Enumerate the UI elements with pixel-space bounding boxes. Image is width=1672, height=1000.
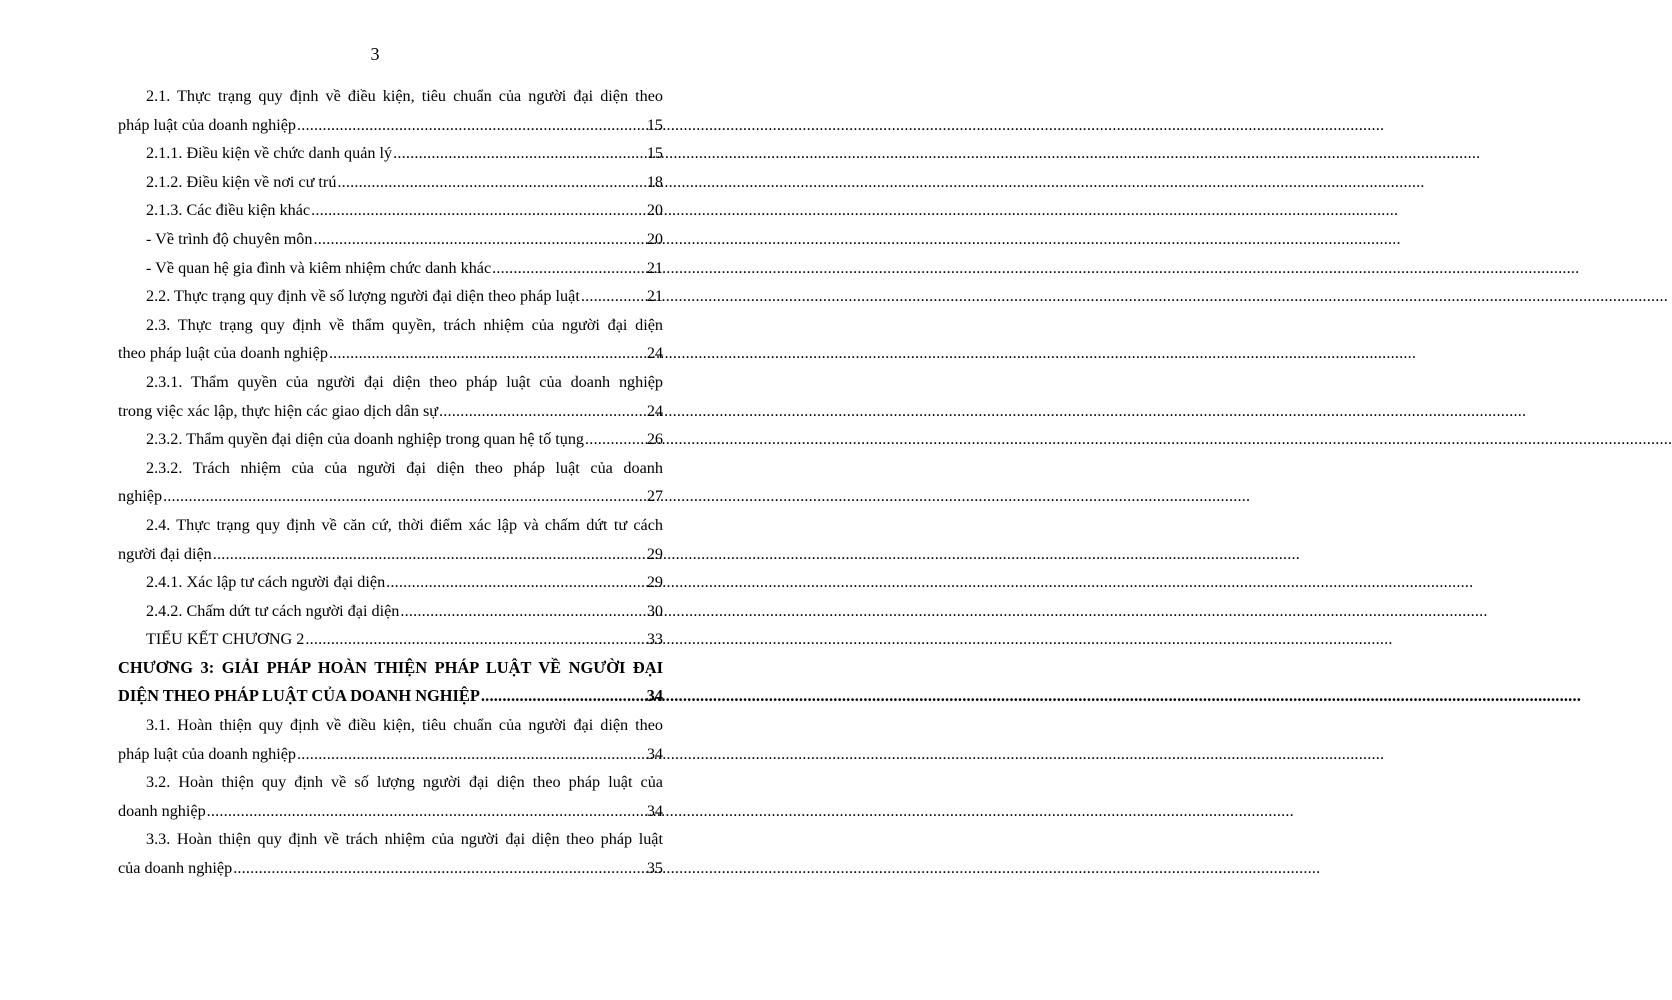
toc-page-number: 21 (646, 258, 663, 277)
toc-entry-2-1-1[interactable] (118, 139, 663, 168)
toc-entry-3-3-line2[interactable] (118, 854, 663, 883)
toc-entry-text: 2.3. Thực trạng quy định về thẩm quyền, trách nhiệm của người đại diện (146, 315, 663, 334)
toc-entry-text: pháp luật của doanh nghiệp (118, 744, 297, 763)
toc-entry-2-1-line2[interactable] (118, 111, 663, 140)
toc-entry-text: 2.4.1. Xác lập tư cách người đại diện (146, 573, 386, 592)
toc-entry-text: pháp luật của doanh nghiệp (118, 115, 297, 134)
toc-chapter-3-line2[interactable] (118, 682, 663, 711)
toc-entry-2-3-1-line1 (118, 368, 663, 397)
dot-leader (337, 168, 645, 197)
toc-entry-2-4-2[interactable] (118, 597, 663, 626)
toc-entry-2-1-line1 (118, 82, 663, 111)
toc-entry-text: 2.3.2. Trách nhiệm của của người đại diện theo pháp luật của doanh (146, 458, 663, 477)
toc-entry-2-3-line1 (118, 311, 663, 340)
toc-entry-text: 3.1. Hoàn thiện quy định về điều kiện, tiêu chuẩn của người đại diện theo (146, 716, 663, 735)
toc-page-number: 34 (646, 801, 663, 820)
toc-entry-2-3-2b-line1 (118, 454, 663, 483)
toc-entry-text: 2.4.2. Chấm dứt tư cách người đại diện (146, 601, 400, 620)
toc-entry-text: nghiệp (118, 487, 163, 506)
toc-page-number: 21 (646, 287, 663, 306)
toc-entry-text: 2.3.2. Thẩm quyền đại diện của doanh nghiệp trong quan hệ tố tụng (146, 430, 585, 449)
toc-page-number: 35 (646, 859, 663, 878)
toc-page-number: 29 (646, 544, 663, 563)
document-page (0, 0, 750, 1000)
dot-leader (213, 540, 646, 569)
dot-leader (492, 254, 646, 283)
toc-chapter-3-line1 (118, 654, 663, 683)
dot-leader (393, 139, 646, 168)
dot-leader (314, 225, 646, 254)
toc-entry-tieu-ket-chuong-2[interactable] (118, 625, 663, 654)
toc-entry-2-4-line1 (118, 511, 663, 540)
toc-entry-text: trong việc xác lập, thực hiện các giao dịch dân sự (118, 401, 439, 420)
dot-leader (585, 425, 646, 454)
toc-entry-quan-he-gia-dinh[interactable] (118, 254, 663, 283)
toc-page-number: 30 (646, 601, 663, 620)
dot-leader (581, 282, 646, 311)
toc-entry-2-3-2[interactable] (118, 425, 663, 454)
dot-leader (400, 597, 645, 626)
toc-entry-text: - Về trình độ chuyên môn (146, 229, 313, 248)
toc-entry-2-1-3[interactable] (118, 196, 663, 225)
toc-entry-3-2-line1 (118, 768, 663, 797)
dot-leader (439, 397, 646, 426)
toc-page-number: 20 (646, 229, 663, 248)
dot-leader (207, 797, 646, 826)
toc-entry-text: 2.2. Thực trạng quy định về số lượng người đại diện theo pháp luật (146, 287, 580, 306)
toc-entry-text: - Về quan hệ gia đình và kiêm nhiệm chức danh khác (146, 258, 492, 277)
toc-entry-2-2[interactable] (118, 282, 663, 311)
dot-leader (305, 625, 645, 654)
toc-entry-text: DIỆN THEO PHÁP LUẬT CỦA DOANH NGHIỆP (118, 686, 480, 706)
dot-leader (481, 682, 646, 711)
dot-leader (297, 740, 646, 769)
toc-entry-text: 3.2. Hoàn thiện quy định về số lượng người đại diện theo pháp luật của (146, 773, 663, 792)
toc-entry-text: 2.4. Thực trạng quy định về căn cứ, thời điểm xác lập và chấm dứt tư cách (146, 515, 663, 534)
dot-leader (311, 196, 646, 225)
dot-leader (233, 854, 646, 883)
toc-entry-3-1-line2[interactable] (118, 740, 663, 769)
toc-entry-3-1-line1 (118, 711, 663, 740)
toc-page-number: 34 (646, 686, 663, 706)
table-of-contents (118, 82, 663, 883)
toc-page-number: 27 (646, 487, 663, 506)
toc-entry-2-3-line2[interactable] (118, 339, 663, 368)
toc-page-number: 29 (646, 573, 663, 592)
toc-page-number: 18 (646, 172, 663, 191)
toc-page-number: 34 (646, 744, 663, 763)
toc-entry-2-3-2b-line2[interactable] (118, 482, 663, 511)
toc-entry-text: CHƯƠNG 3: GIẢI PHÁP HOÀN THIỆN PHÁP LUẬT VỀ NGƯỜI ĐẠI (118, 657, 663, 677)
toc-entry-3-3-line1 (118, 825, 663, 854)
toc-entry-text: theo pháp luật của doanh nghiệp (118, 344, 328, 363)
toc-entry-text: 2.1.1. Điều kiện về chức danh quản lý (146, 144, 393, 163)
toc-page-number: 24 (646, 401, 663, 420)
toc-entry-2-4-line2[interactable] (118, 540, 663, 569)
toc-entry-2-4-1[interactable] (118, 568, 663, 597)
toc-entry-text: 2.1.2. Điều kiện về nơi cư trú (146, 172, 337, 191)
dot-leader (329, 339, 646, 368)
toc-page-number: 24 (646, 344, 663, 363)
dot-leader (297, 111, 646, 140)
toc-entry-trinh-do[interactable] (118, 225, 663, 254)
toc-entry-text: 2.1. Thực trạng quy định về điều kiện, tiêu chuẩn của người đại diện theo (146, 87, 663, 105)
toc-entry-text: 2.1.3. Các điều kiện khác (146, 201, 311, 220)
toc-entry-3-2-line2[interactable] (118, 797, 663, 826)
toc-entry-text: doanh nghiệp (118, 801, 206, 820)
toc-entry-text: TIỂU KẾT CHƯƠNG 2 (146, 630, 305, 649)
toc-page-number: 26 (646, 430, 663, 449)
toc-page-number: 15 (646, 144, 663, 163)
toc-entry-2-1-2[interactable] (118, 168, 663, 197)
toc-entry-text: 3.3. Hoàn thiện quy định về trách nhiệm của người đại diện theo pháp luật (146, 830, 663, 849)
dot-leader (163, 482, 646, 511)
toc-entry-text: của doanh nghiệp (118, 859, 233, 878)
toc-page-number: 15 (646, 115, 663, 134)
dot-leader (386, 568, 646, 597)
page-number: 3 (370, 44, 380, 64)
toc-entry-text: người đại diện (118, 544, 212, 563)
toc-entry-2-3-1-line2[interactable] (118, 397, 663, 426)
toc-entry-text: 2.3.1. Thẩm quyền của người đại diện theo pháp luật của doanh nghiệp (146, 372, 663, 391)
toc-page-number: 33 (646, 630, 663, 649)
toc-page-number: 20 (646, 201, 663, 220)
